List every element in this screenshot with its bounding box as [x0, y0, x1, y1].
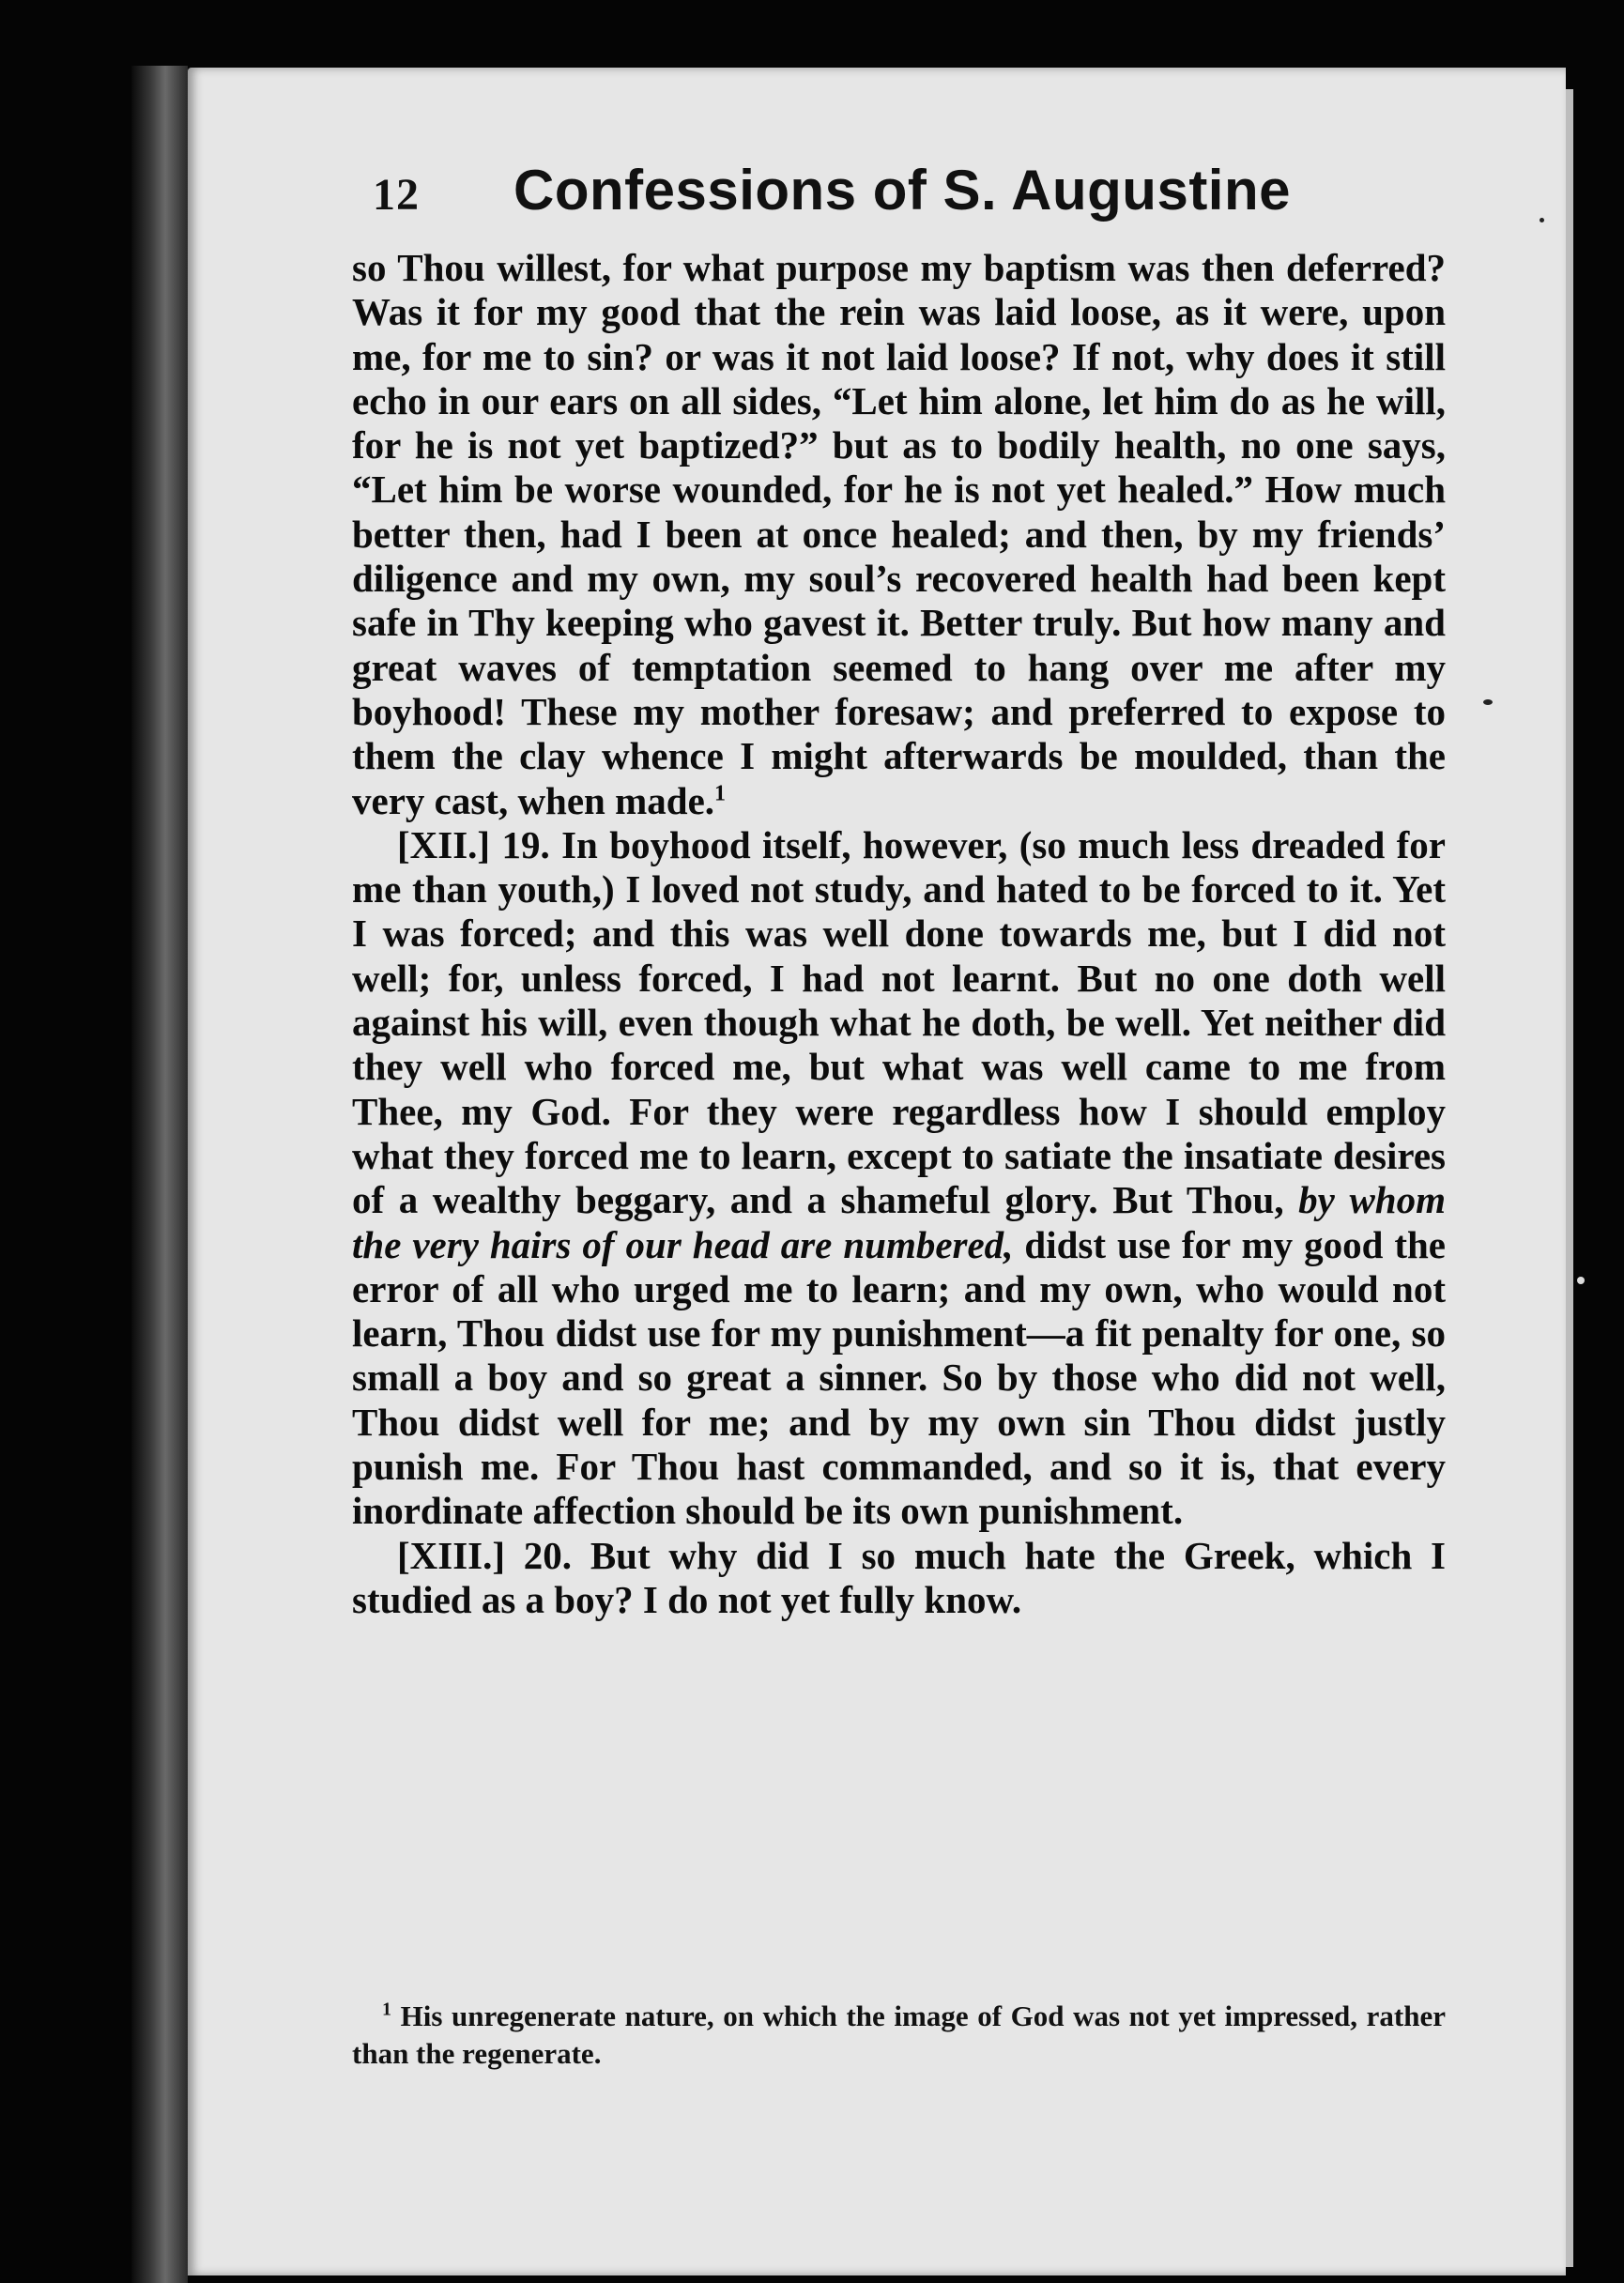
- paragraph-3-text: [XIII.] 20. But why did I so much hate the Greek, which I studied as a boy? I do not yet fully know.: [352, 1533, 1446, 1621]
- paragraph-2-text-a: [XII.] 19. In boyhood itself, however, (so much less dreaded for me than youth,) I loved not study, and hated to be forced to it. Yet I was forced; and this was well done towards me, but I did not well; for, unless forced, I had not learnt. But no one doth well against his will, even though what he doth, be well. Yet neither did they well who forced me, but what was well came to me from Thee, my God. For they were regardless how I should employ what they forced me to learn, except to satiate the insatiate desires of a wealthy beggary, and a shameful glory. But Thou,: [352, 822, 1446, 1222]
- scan-speck: [1483, 699, 1493, 705]
- footnote-reference: 1: [714, 780, 727, 805]
- footnote-text: His unregenerate nature, on which the image of God was not yet impressed, rather than the regenerate.: [352, 2000, 1446, 2070]
- paragraph-2-italic-quote: by whom the very hairs of our head are numbered,: [352, 1178, 1446, 1266]
- page-number: 12: [373, 170, 420, 220]
- paragraph-1: [352, 246, 1446, 823]
- right-dark-margin: [1573, 89, 1624, 2283]
- page-header: [373, 158, 1452, 242]
- paragraph-3: [352, 1534, 1446, 1623]
- running-title: Confessions of S. Augustine: [513, 159, 1291, 222]
- paragraph-2: [352, 823, 1446, 1534]
- footnote: [352, 1998, 1446, 2073]
- facing-page-edge: [1566, 89, 1573, 2267]
- body-text: [352, 246, 1446, 1622]
- paragraph-1-text: so Thou willest, for what purpose my baptism was then deferred? Was it for my good that the rein was laid loose, as it were, upon me, for me to sin? or was it not laid loose? If not, why does it still echo in our ears on all sides, “Let him alone, let him do as he will, for he is not yet baptized?” but as to bodily health, no one says, “Let him be worse wounded, for he is not yet healed.” How much better then, had I been at once healed; and then, by my friends’ diligence and my own, my soul’s recovered health had been kept safe in Thy keeping who gavest it. Better truly. But how many and great waves of temptation seemed to hang over me after my boyhood! These my mother foresaw; and preferred to expose to them the clay whence I might afterwards be moulded, than the very cast, when made.: [352, 246, 1446, 822]
- book-spine-shadow: [131, 66, 188, 2283]
- paragraph-2-text-b: didst use for my good the error of all who urged me to learn; and my own, who would not learn, Thou didst use for my punishment—a fit penalty for one, so small a boy and so great a sinner. So by those who did not well, Thou didst well for me; and by my own sin Thou didst justly punish me. For Thou hast commanded, and so it is, that every inordinate affection should be its own punishment.: [352, 1222, 1446, 1533]
- scan-speck: [1577, 1277, 1585, 1284]
- footnote-mark: 1: [382, 1999, 391, 2020]
- scan-speck: [1540, 218, 1544, 222]
